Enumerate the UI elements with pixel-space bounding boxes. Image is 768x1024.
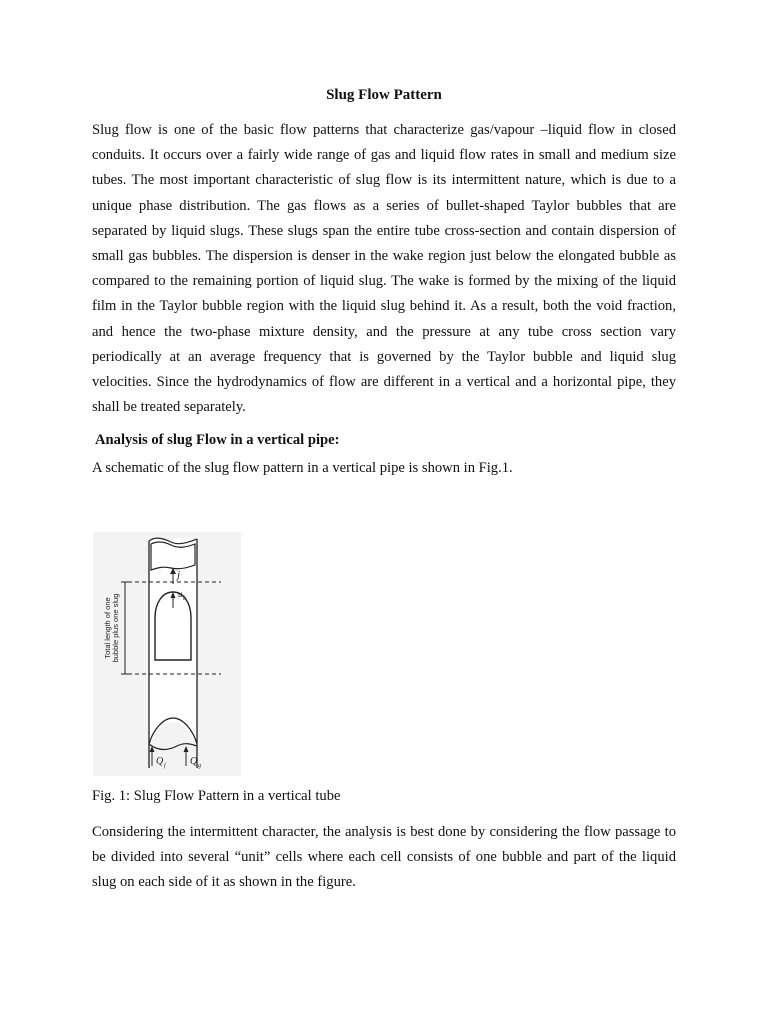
- label-ql-sub: f: [164, 763, 166, 769]
- figure-caption: Fig. 1: Slug Flow Pattern in a vertical tube: [92, 788, 341, 804]
- side-label-line2: bubble plus one slug: [111, 593, 120, 663]
- paragraph-unit-cells: Considering the intermittent character, the analysis is best done by considering the flow passage to be divided into several “unit” cells where each cell consists of one bubble and part of the liquid slug on each side of it as shown in the figure.: [92, 824, 676, 891]
- label-j: j: [177, 569, 181, 581]
- label-qg-sub: g: [198, 763, 201, 769]
- label-ub: u: [178, 589, 183, 599]
- slug-flow-diagram: [93, 532, 241, 776]
- label-ql: Q: [156, 756, 164, 767]
- document-title: Slug Flow Pattern: [326, 87, 442, 103]
- paragraph-slug-flow-intro: Slug flow is one of the basic flow patterns that characterize gas/vapour –liquid flow in closed conduits. It occurs over a fairly wide range of gas and liquid flow rates in small and medium size tubes. The most important characteristic of slug flow is its intermittent nature, which is due to a unique phase distribution. The gas flows as a series of bullet-shaped Taylor bubbles that are separated by liquid slugs. These slugs span the entire tube cross-section and contain dispersion of small gas bubbles. The dispersion is denser in the wake region just below the elongated bubble as compared to the remaining portion of liquid slug. The wake is formed by the mixing of the liquid film in the Taylor bubble region with the liquid slug behind it. As a result, both the void fraction, and hence the two-phase mixture density, and the pressure at any tube cross section vary periodically at an average frequency that is governed by the Taylor bubble and liquid slug velocities. Since the hydrodynamics of flow are different in a vertical and a horizontal pipe, they shall be treated separately.: [92, 122, 676, 416]
- slug-flow-figure: [93, 532, 241, 776]
- label-qg: Q: [190, 756, 198, 767]
- top-bubble: [151, 542, 195, 570]
- figure-intro-line: A schematic of the slug flow pattern in a vertical pipe is shown in Fig.1.: [92, 460, 513, 476]
- label-ub-sub: b: [183, 596, 186, 602]
- side-label-line1: Total length of one: [103, 597, 112, 659]
- section-heading: Analysis of slug Flow in a vertical pipe:: [95, 432, 340, 448]
